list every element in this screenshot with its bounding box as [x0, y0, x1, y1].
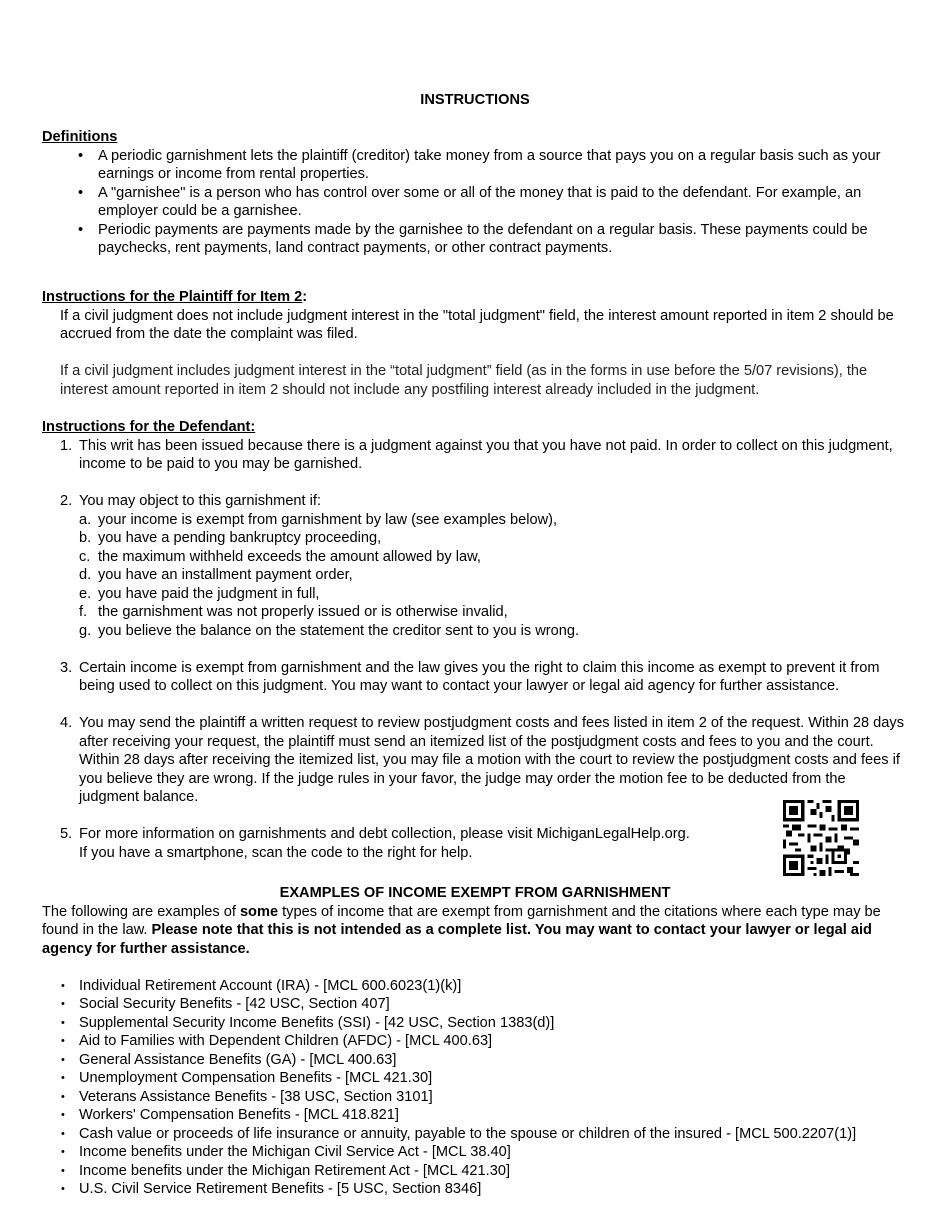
item-text: Certain income is exempt from garnishment and the law gives you the right to claim this income as exempt to prevent it from being used to collect on this judgment. You may want to contact your lawyer or legal aid agency for further assistance. [79, 659, 880, 694]
objection-letter: b. [79, 530, 92, 546]
objection-letter: f. [79, 604, 88, 620]
exempt-income-item: • Veterans Assistance Benefits - [38 USC, Section 3101] [42, 1088, 908, 1107]
exempt-income-list [42, 977, 908, 1199]
objection-text: you believe the balance on the statement the creditor sent to you is wrong. [98, 622, 580, 639]
definitions-section [42, 128, 908, 258]
exempt-income-item: • Cash value or proceeds of life insurance or annuity, payable to the spouse or children of the insured - [MCL 500.2207(1)] [42, 1125, 908, 1144]
item-number: 4. [60, 715, 73, 731]
exempt-income-item: • General Assistance Benefits (GA) - [MCL 400.63] [42, 1051, 908, 1070]
defendant-item-4 [42, 714, 908, 807]
objection-item [79, 603, 908, 622]
defendant-section [42, 418, 908, 862]
exempt-income-item: • U.S. Civil Service Retirement Benefits - [5 USC, Section 8346] [42, 1180, 908, 1199]
objection-item [79, 548, 908, 567]
page-title: INSTRUCTIONS [420, 92, 530, 108]
exempt-income-item: • Income benefits under the Michigan Retirement Act - [MCL 421.30] [42, 1162, 908, 1181]
plaintiff-heading-colon: : [302, 289, 308, 305]
exempt-income-item: • Aid to Families with Dependent Children (AFDC) - [MCL 400.63] [42, 1032, 908, 1051]
definitions-heading: Definitions [42, 129, 118, 145]
defendant-item-2 [42, 492, 908, 640]
objection-item [79, 585, 908, 604]
qr-code-icon[interactable] [783, 800, 859, 876]
objection-text: your income is exempt from garnishment by law (see examples below), [98, 511, 558, 528]
examples-heading: EXAMPLES OF INCOME EXEMPT FROM GARNISHMENT [279, 885, 671, 901]
defendant-heading: Instructions for the Defendant: [42, 419, 256, 435]
plaintiff-heading-row [42, 288, 908, 307]
plaintiff-paragraph-2: If a civil judgment includes judgment interest in the “total judgment” field (as in the forms in use before the 5/07 revisions), the interest amount reported in item 2 should not include any postfiling interest already included in the judgment. [60, 363, 868, 398]
exempt-income-item: • Workers' Compensation Benefits - [MCL 418.821] [42, 1106, 908, 1125]
examples-section [42, 884, 908, 1199]
plaintiff-paragraph-1: If a civil judgment does not include judgment interest in the "total judgment" field, the interest amount reported in item 2 should be accrued from the date the complaint was filed. [60, 307, 894, 342]
exempt-income-item: • Supplemental Security Income Benefits (SSI) - [42 USC, Section 1383(d)] [42, 1014, 908, 1033]
objection-text: you have a pending bankruptcy proceeding, [98, 530, 382, 546]
definition-item: • A "garnishee" is a person who has control over some or all of the money that is paid to the defendant. For example, an employer could be a garnishee. [42, 184, 908, 221]
defendant-item-1 [42, 437, 908, 474]
exempt-income-item: • Unemployment Compensation Benefits - [MCL 421.30] [42, 1069, 908, 1088]
exempt-income-item: • Individual Retirement Account (IRA) - [MCL 600.6023(1)(k)] [42, 977, 908, 996]
objection-text: you have paid the judgment in full, [98, 585, 320, 602]
objection-letter: g. [79, 622, 92, 639]
item-number: 1. [60, 437, 73, 454]
item-text: You may object to this garnishment if: [79, 493, 322, 509]
item-text: You may send the plaintiff a written request to review postjudgment costs and fees listed in item 2 of the request. Within 28 days after receiving your request, the plaintiff must send an itemized list of the postjudgment costs and fees to you and the court. Within 28 days after receiving the itemized list, you may file a motion with the court to review the postjudgment costs and fees if you believe they are wrong. If the judge rules in your favor, the judge may order the motion fee to be deducted from the judgment balance. [79, 715, 905, 805]
definition-item: • A periodic garnishment lets the plaintiff (creditor) take money from a source that pays you on a regular basis such as your earnings or income from rental properties. [42, 147, 908, 184]
item-text: This writ has been issued because there is a judgment against you that you have not paid. In order to collect on this judgment, income to be paid to you may be garnished. [79, 437, 893, 472]
intro-text: The following are examples of [42, 903, 240, 920]
objection-text: the maximum withheld exceeds the amount allowed by law, [98, 548, 481, 565]
objection-item [79, 566, 908, 585]
exempt-income-item: • Social Security Benefits - [42 USC, Section 407] [42, 995, 908, 1014]
objection-letter: c. [79, 548, 91, 565]
objection-item [79, 622, 908, 641]
item-number: 5. [60, 826, 73, 842]
item-number: 2. [60, 493, 73, 509]
defendant-item-3 [42, 659, 908, 696]
objection-item [79, 529, 908, 548]
objection-text: the garnishment was not properly issued or is otherwise invalid, [98, 604, 508, 620]
objection-letter: d. [79, 567, 92, 583]
item-text-line-1: For more information on garnishments and debt collection, please visit MichiganLegalHelp.org. [79, 826, 690, 842]
definitions-list [42, 147, 908, 258]
intro-text: types of income that are exempt from garnishment and the citations where each type may be found in the law. [42, 903, 881, 938]
item-text-line-2: If you have a smartphone, scan the code to the right for help. [79, 844, 473, 861]
definition-item: • Periodic payments are payments made by the garnishee to the defendant on a regular basis. These payments could be paychecks, rent payments, land contract payments, or other contract payments. [42, 221, 908, 258]
objection-letter: a. [79, 511, 92, 528]
defendant-list [42, 437, 908, 863]
plaintiff-section [42, 288, 908, 399]
examples-intro [42, 903, 908, 959]
objection-letter: e. [79, 585, 92, 602]
objection-list [79, 511, 908, 641]
plaintiff-body [42, 307, 908, 400]
item-number: 3. [60, 659, 73, 676]
defendant-item-5 [42, 825, 908, 862]
exempt-income-item: • Income benefits under the Michigan Civil Service Act - [MCL 38.40] [42, 1143, 908, 1162]
objection-text: you have an installment payment order, [98, 567, 353, 583]
objection-item [79, 511, 908, 530]
intro-note: Please note that this is not intended as a complete list. You may want to contact your lawyer or legal aid agency for further assistance. [42, 922, 872, 957]
plaintiff-heading: Instructions for the Plaintiff for Item 2 [42, 289, 303, 305]
intro-emphasis: some [239, 903, 279, 920]
